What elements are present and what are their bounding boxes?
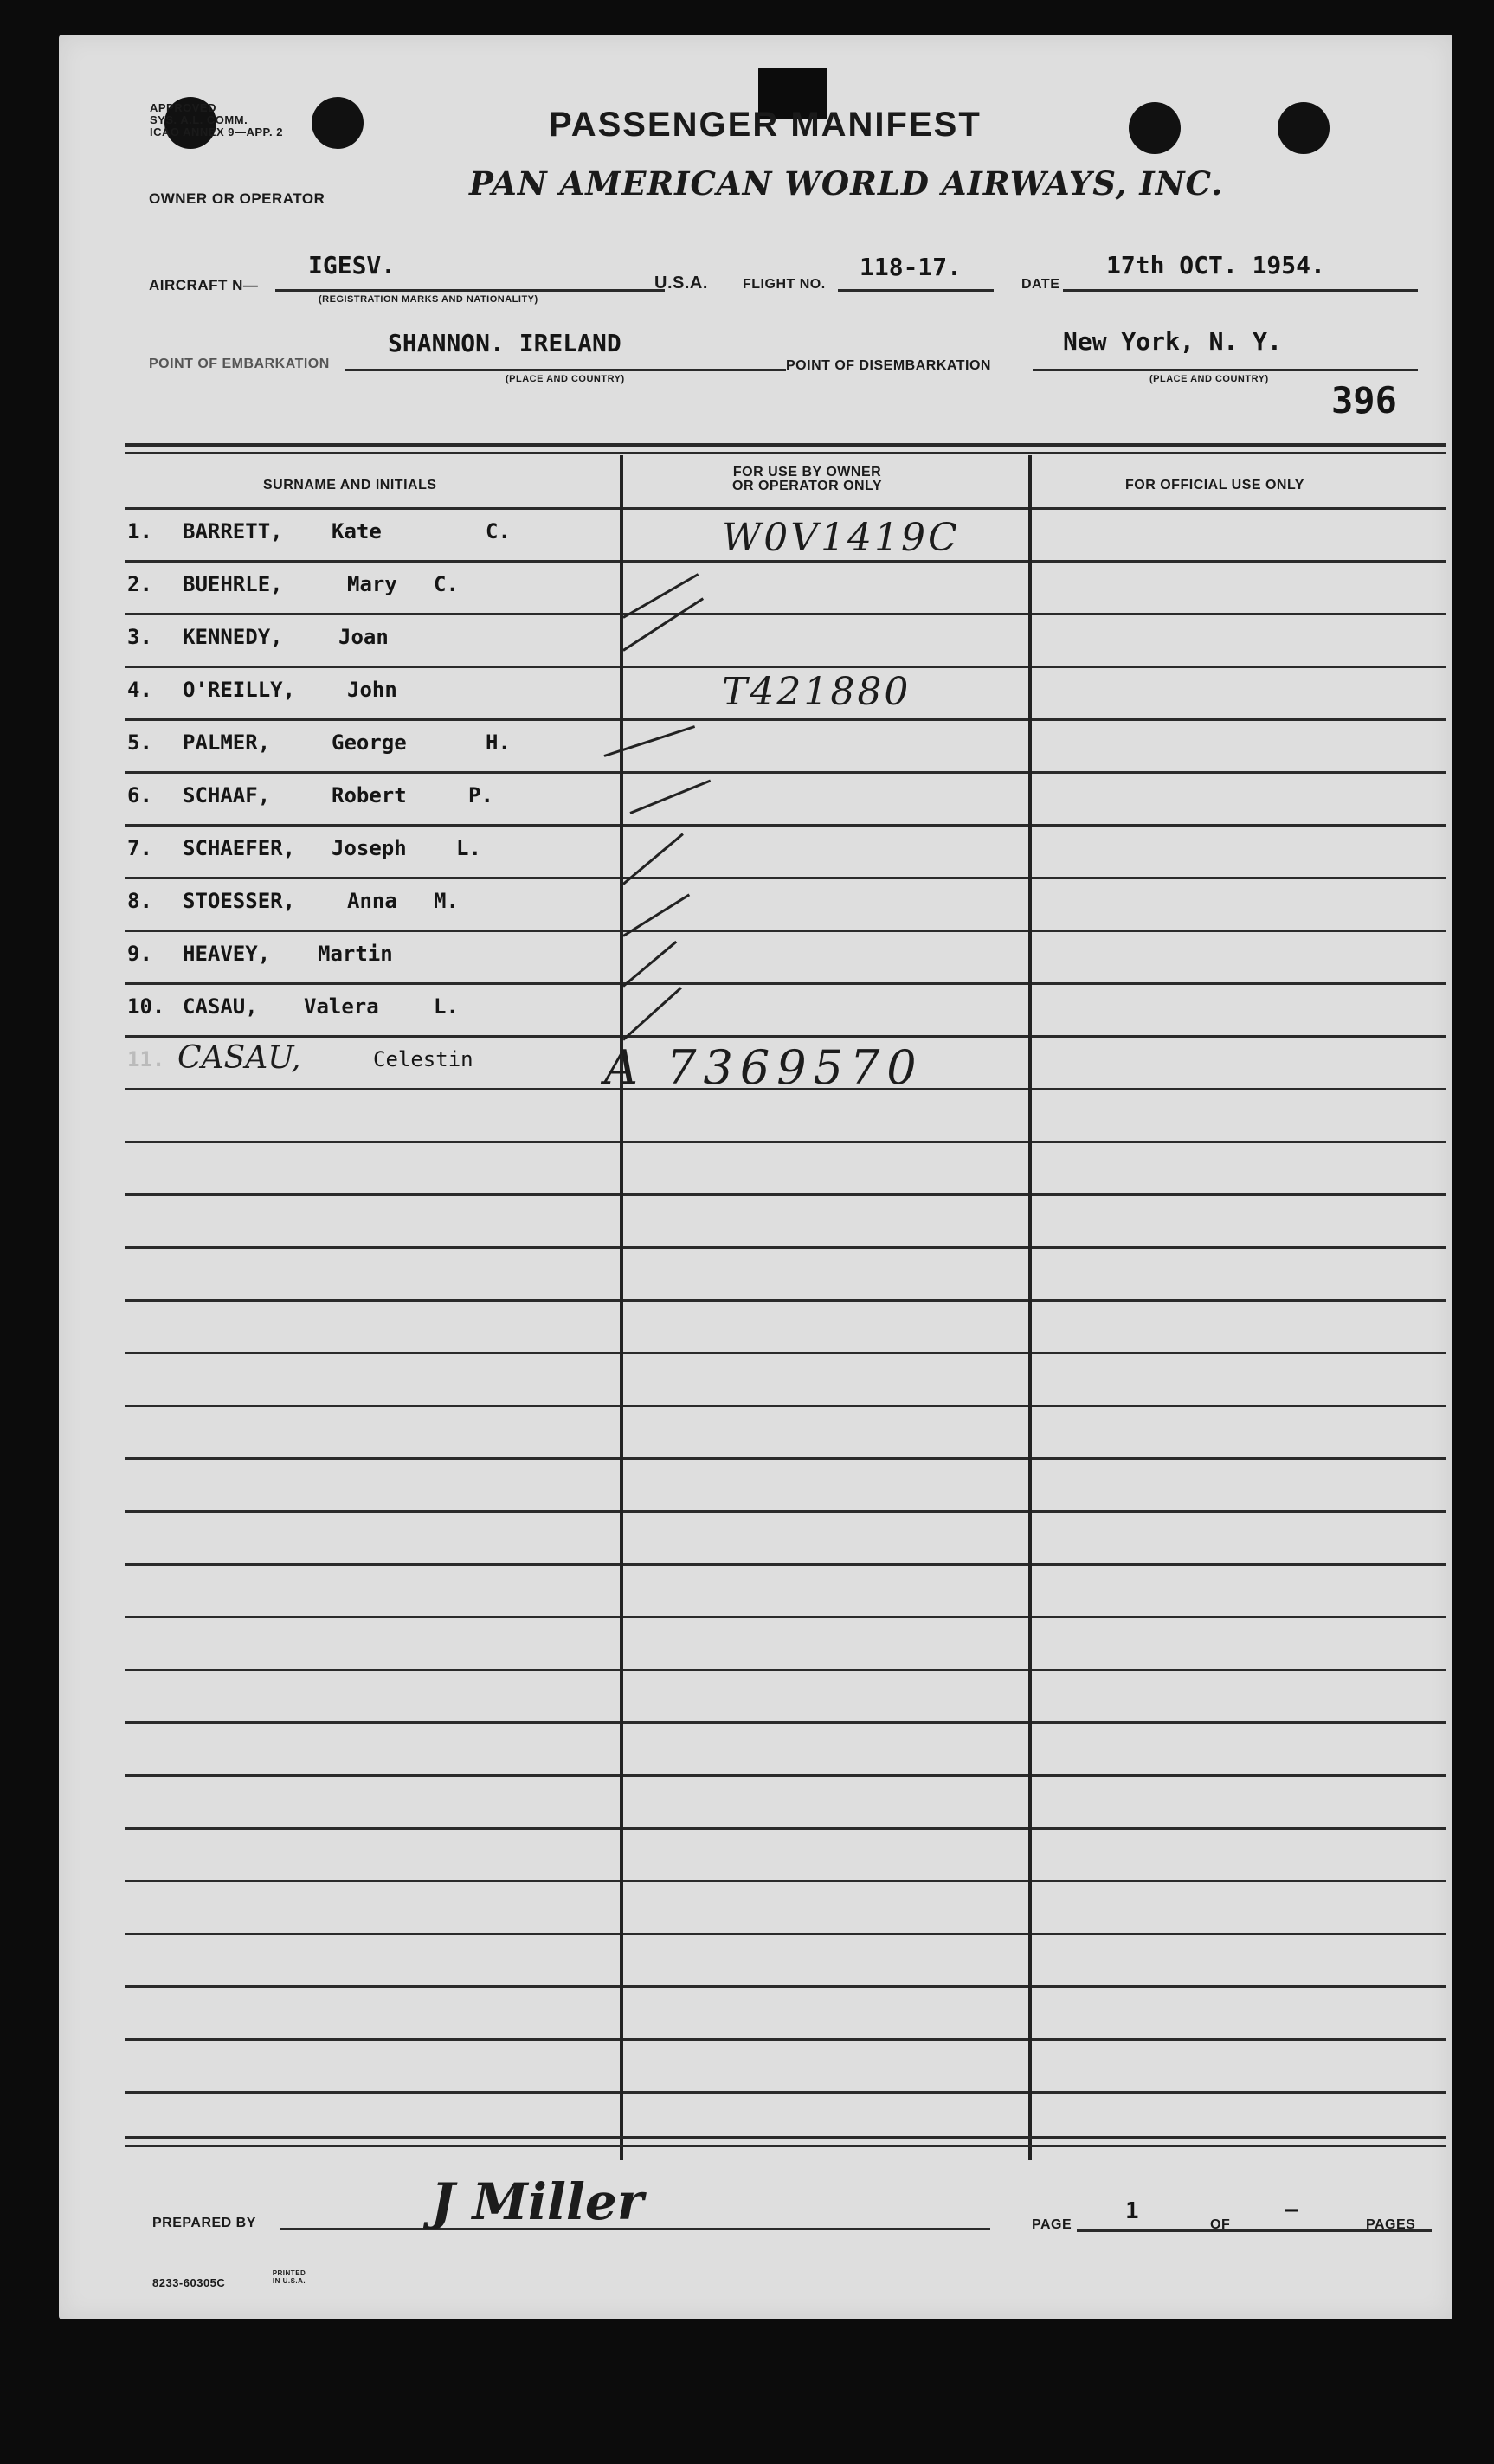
- row-rule: [1032, 1352, 1446, 1354]
- passenger-initial: L.: [434, 994, 459, 1019]
- row-rule: [1032, 1774, 1446, 1777]
- passenger-surname: BARRETT,: [183, 519, 283, 544]
- row-rule: [125, 930, 620, 932]
- operator-name: PAN AMERICAN WORLD AIRWAYS, INC.: [469, 164, 1224, 203]
- passenger-row: [127, 678, 667, 707]
- passenger-surname: KENNEDY,: [183, 625, 283, 649]
- disembarkation-caption: (PLACE AND COUNTRY): [1149, 374, 1269, 384]
- stamped-number: 396: [1331, 379, 1397, 421]
- row-rule: [125, 1193, 620, 1196]
- signature: J Miller: [431, 2172, 644, 2231]
- passenger-row: [127, 889, 667, 918]
- row-rule: [125, 2038, 620, 2041]
- row-rule: [1032, 1933, 1446, 1935]
- row-number: 9.: [127, 942, 152, 966]
- row-rule: [623, 1457, 1028, 1460]
- row-rule: [623, 1510, 1028, 1513]
- row-rule: [125, 1563, 620, 1566]
- row-rule: [125, 1721, 620, 1724]
- row-rule: [125, 1669, 620, 1671]
- passenger-given-name: Celestin: [373, 1047, 473, 1071]
- row-rule: [623, 877, 1028, 879]
- row-rule: [1032, 1827, 1446, 1830]
- form-title: PASSENGER MANIFEST: [549, 106, 982, 144]
- row-number: 1.: [127, 519, 152, 544]
- passenger-given-name: Anna: [347, 889, 397, 913]
- row-rule: [125, 1352, 620, 1354]
- row-number: 6.: [127, 783, 152, 807]
- row-rule: [623, 1669, 1028, 1671]
- row-rule: [125, 1035, 620, 1038]
- row-rule: [623, 1933, 1028, 1935]
- row-rule: [1032, 718, 1446, 721]
- page-value: 1: [1125, 2198, 1139, 2224]
- row-rule: [623, 2091, 1028, 2094]
- passenger-row: [127, 783, 667, 813]
- row-rule: [623, 666, 1028, 668]
- column-header-owner-line: FOR USE BY OWNER: [732, 465, 882, 479]
- printed-mark: PRINTED IN U.S.A.: [272, 2269, 306, 2285]
- row-rule: [1032, 1616, 1446, 1618]
- handwritten-note-row4: T421880: [722, 670, 911, 714]
- row-rule: [1032, 771, 1446, 774]
- approval-note-line: ICAO ANNEX 9—APP. 2: [150, 125, 283, 138]
- row-number: 10.: [127, 994, 165, 1019]
- row-rule: [1032, 1405, 1446, 1407]
- passenger-row: [127, 1040, 667, 1077]
- row-rule: [623, 1616, 1028, 1618]
- column-header-official: FOR OFFICIAL USE ONLY: [1125, 478, 1304, 492]
- row-rule: [1032, 1088, 1446, 1090]
- table-bottom-rule: [125, 2136, 1446, 2139]
- manifest-sheet: [59, 35, 1452, 2319]
- row-rule: [623, 560, 1028, 563]
- flight-label: FLIGHT NO.: [743, 277, 826, 292]
- row-rule: [125, 1457, 620, 1460]
- row-rule: [623, 1827, 1028, 1830]
- row-rule: [125, 1299, 620, 1302]
- row-rule: [1032, 1246, 1446, 1249]
- row-number: 4.: [127, 678, 152, 702]
- row-rule: [623, 1246, 1028, 1249]
- row-rule: [623, 1193, 1028, 1196]
- passenger-given-name: Kate: [332, 519, 382, 544]
- row-rule: [1032, 560, 1446, 563]
- row-number: 3.: [127, 625, 152, 649]
- passenger-surname: HEAVEY,: [183, 942, 271, 966]
- row-rule: [1032, 1141, 1446, 1143]
- row-rule: [623, 1299, 1028, 1302]
- of-value: —: [1285, 2197, 1298, 2223]
- row-rule: [1032, 982, 1446, 985]
- of-label: OF: [1210, 2217, 1231, 2232]
- country-label: U.S.A.: [654, 273, 708, 293]
- column-divider: [620, 455, 623, 2160]
- passenger-row: [127, 519, 667, 549]
- row-rule: [125, 2091, 620, 2094]
- row-rule: [125, 1827, 620, 1830]
- passenger-initial: M.: [434, 889, 459, 913]
- passenger-row: [127, 942, 667, 971]
- row-rule: [623, 824, 1028, 827]
- passenger-surname: PALMER,: [183, 730, 271, 755]
- row-number: 2.: [127, 572, 152, 596]
- row-rule: [1032, 930, 1446, 932]
- passenger-row: [127, 625, 667, 654]
- date-field-line: [1063, 289, 1418, 292]
- row-rule: [1032, 1035, 1446, 1038]
- flight-field-line: [838, 289, 994, 292]
- owner-label: OWNER OR OPERATOR: [149, 190, 325, 207]
- row-rule: [623, 1985, 1028, 1988]
- row-rule: [125, 877, 620, 879]
- punch-hole: [1129, 102, 1181, 154]
- column-divider: [1028, 455, 1032, 2160]
- row-rule: [125, 1880, 620, 1882]
- date-value: 17th OCT. 1954.: [1106, 251, 1325, 280]
- embarkation-caption: (PLACE AND COUNTRY): [506, 374, 625, 384]
- passenger-given-name: John: [347, 678, 397, 702]
- table-top-rule: [125, 452, 1446, 454]
- passenger-surname: CASAU,: [183, 994, 258, 1019]
- row-rule: [623, 1880, 1028, 1882]
- pages-label: PAGES: [1366, 2217, 1416, 2232]
- row-rule: [125, 560, 620, 563]
- passenger-surname: CASAU,: [177, 1040, 301, 1076]
- row-number: 11.: [127, 1047, 165, 1071]
- column-header-owner: [732, 466, 882, 493]
- row-rule: [623, 1774, 1028, 1777]
- handwritten-note-row11: A 7369570: [604, 1040, 924, 1095]
- row-rule: [623, 1721, 1028, 1724]
- row-rule: [623, 2038, 1028, 2041]
- row-rule: [1032, 507, 1446, 510]
- row-rule: [1032, 824, 1446, 827]
- row-rule: [623, 982, 1028, 985]
- row-rule: [623, 771, 1028, 774]
- row-rule: [623, 1563, 1028, 1566]
- embarkation-value: SHANNON. IRELAND: [388, 329, 621, 357]
- embarkation-label: POINT OF EMBARKATION: [149, 357, 330, 371]
- date-label: DATE: [1021, 277, 1060, 292]
- passenger-initial: L.: [456, 836, 481, 860]
- row-rule: [125, 1774, 620, 1777]
- row-rule: [623, 718, 1028, 721]
- passenger-row: [127, 730, 667, 760]
- page-label: PAGE: [1032, 2217, 1072, 2232]
- row-rule: [623, 1141, 1028, 1143]
- row-rule: [125, 1510, 620, 1513]
- passenger-given-name: Robert: [332, 783, 407, 807]
- row-rule: [125, 1246, 620, 1249]
- row-number: 5.: [127, 730, 152, 755]
- row-rule: [1032, 1880, 1446, 1882]
- row-rule: [1032, 1721, 1446, 1724]
- row-rule: [623, 1035, 1028, 1038]
- row-rule: [125, 507, 620, 510]
- row-rule: [1032, 1669, 1446, 1671]
- row-rule: [623, 1352, 1028, 1354]
- row-number: 7.: [127, 836, 152, 860]
- punch-hole: [312, 97, 364, 149]
- row-rule: [125, 718, 620, 721]
- embarkation-field-line: [345, 369, 786, 371]
- passenger-surname: SCHAEFER,: [183, 836, 296, 860]
- passenger-row: [127, 994, 667, 1024]
- aircraft-label: AIRCRAFT N—: [149, 277, 259, 293]
- disembarkation-field-line: [1033, 369, 1418, 371]
- row-rule: [1032, 666, 1446, 668]
- disembarkation-label: POINT OF DISEMBARKATION: [786, 358, 991, 373]
- passenger-given-name: George: [332, 730, 407, 755]
- row-rule: [1032, 1985, 1446, 1988]
- row-rule: [125, 824, 620, 827]
- passenger-surname: STOESSER,: [183, 889, 296, 913]
- row-rule: [125, 1985, 620, 1988]
- column-header-surname: SURNAME AND INITIALS: [263, 478, 437, 492]
- approval-note-line: APPROVED: [150, 101, 216, 114]
- aircraft-field-line: [275, 289, 665, 292]
- passenger-given-name: Joseph: [332, 836, 407, 860]
- row-rule: [125, 666, 620, 668]
- aircraft-value: IGESV.: [308, 251, 396, 280]
- row-rule: [125, 1616, 620, 1618]
- passenger-surname: BUEHRLE,: [183, 572, 283, 596]
- row-rule: [1032, 2038, 1446, 2041]
- row-rule: [125, 771, 620, 774]
- passenger-given-name: Martin: [318, 942, 393, 966]
- row-rule: [1032, 1510, 1446, 1513]
- passenger-given-name: Valera: [304, 994, 379, 1019]
- disembarkation-value: New York, N. Y.: [1063, 327, 1282, 356]
- passenger-row: [127, 836, 667, 865]
- row-rule: [623, 507, 1028, 510]
- table-bottom-rule: [125, 2145, 1446, 2147]
- row-rule: [125, 1088, 620, 1090]
- row-rule: [1032, 1457, 1446, 1460]
- prepared-by-label: PREPARED BY: [152, 2216, 256, 2230]
- passenger-given-name: Mary: [347, 572, 397, 596]
- registration-caption: (REGISTRATION MARKS AND NATIONALITY): [319, 294, 538, 305]
- passenger-surname: O'REILLY,: [183, 678, 296, 702]
- passenger-initial: C.: [434, 572, 459, 596]
- table-top-rule: [125, 443, 1446, 447]
- passenger-initial: H.: [486, 730, 511, 755]
- row-rule: [1032, 2091, 1446, 2094]
- row-rule: [1032, 877, 1446, 879]
- row-rule: [1032, 1299, 1446, 1302]
- row-rule: [125, 982, 620, 985]
- row-rule: [623, 613, 1028, 615]
- row-rule: [623, 930, 1028, 932]
- row-rule: [125, 1933, 620, 1935]
- approval-note-line: SYS. A.L. COMM.: [150, 113, 248, 126]
- form-code: 8233-60305C: [152, 2276, 226, 2289]
- handwritten-note-row1: W0V1419C: [722, 516, 960, 560]
- column-header-owner-line: OR OPERATOR ONLY: [732, 479, 883, 493]
- passenger-row: [127, 572, 667, 602]
- row-rule: [125, 1405, 620, 1407]
- passenger-initial: C.: [486, 519, 511, 544]
- punch-hole: [1278, 102, 1330, 154]
- passenger-given-name: Joan: [338, 625, 389, 649]
- row-rule: [125, 1141, 620, 1143]
- passenger-surname: SCHAAF,: [183, 783, 271, 807]
- flight-value: 118-17.: [860, 253, 963, 281]
- row-number: 8.: [127, 889, 152, 913]
- row-rule: [1032, 1563, 1446, 1566]
- passenger-initial: P.: [468, 783, 493, 807]
- row-rule: [1032, 613, 1446, 615]
- row-rule: [1032, 1193, 1446, 1196]
- row-rule: [125, 613, 620, 615]
- approval-note: [150, 102, 283, 138]
- row-rule: [623, 1405, 1028, 1407]
